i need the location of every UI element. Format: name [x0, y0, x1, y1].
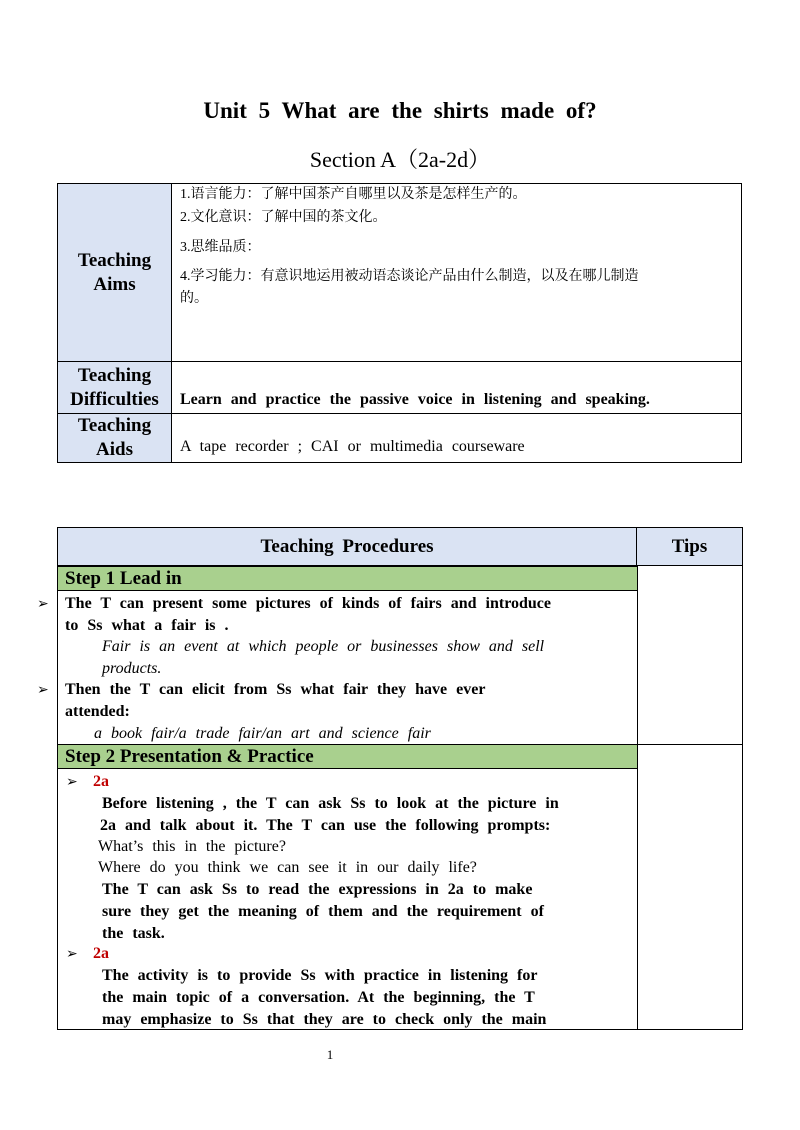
aims-label: Teaching Aims	[58, 184, 172, 361]
aim-item: 4.学习能力：有意识地运用被动语态谈论产品由什么制造，以及在哪儿制造	[180, 269, 639, 284]
procedures-table	[37, 527, 743, 1030]
aids-row	[58, 414, 741, 462]
aim-item: 2.文化意识：了解中国的茶文化。	[180, 210, 387, 225]
document-title: Unit 5 What are the shirts made of?	[203, 98, 597, 123]
step2-text: the main topic of a conversation. At the beginning, the T	[102, 989, 535, 1006]
column-divider	[637, 566, 638, 1029]
step2-text: may emphasize to Ss that they are to check only the main	[102, 1011, 547, 1028]
tips-row-divider	[637, 744, 742, 745]
info-table	[57, 183, 742, 463]
aim-item: 的。	[180, 291, 208, 306]
step2-prompt: Where do you think we can see it in our daily life?	[98, 859, 477, 876]
aims-content	[172, 184, 741, 361]
step1-example1-cont: products.	[102, 660, 162, 677]
arrow-bullet-icon: ➢	[66, 947, 78, 962]
step2-label-2a: 2a	[93, 945, 109, 962]
aids-label: Teaching Aids	[58, 414, 172, 462]
step1-example1: Fair is an event at which people or businesses show and sell	[102, 638, 545, 655]
arrow-bullet-icon: ➢	[37, 683, 49, 698]
step1-point2-cont: attended:	[65, 703, 130, 720]
step1-point1-cont: to Ss what a fair is .	[65, 617, 229, 634]
step2-heading: Step 2 Presentation & Practice	[58, 744, 637, 769]
tips-header-label: Tips	[671, 535, 708, 557]
document-subtitle: Section A（2a-2d）	[309, 147, 491, 172]
step1-point2: Then the T can elicit from Ss what fair they have ever	[65, 681, 486, 698]
arrow-bullet-icon: ➢	[37, 597, 49, 612]
step2-text: Before listening , the T can ask Ss to look at the picture in	[102, 795, 559, 812]
arrow-bullet-icon: ➢	[66, 775, 78, 790]
step2-text: The T can ask Ss to read the expressions in 2a to make	[102, 881, 533, 898]
aids-text: A tape recorder ; CAI or multimedia courseware	[180, 438, 525, 455]
step2-prompt: What’s this in the picture?	[98, 838, 286, 855]
step1-point1: The T can present some pictures of kinds of fairs and introduce	[65, 595, 552, 612]
step2-text: the task.	[102, 925, 165, 942]
step1-heading: Step 1 Lead in	[58, 566, 637, 591]
aim-item: 3.思维品质：	[180, 240, 261, 255]
step1-example2: a book fair/a trade fair/an art and science fair	[94, 725, 431, 742]
aim-item: 1.语言能力：了解中国茶产自哪里以及茶是怎样生产的。	[180, 187, 527, 202]
step2-label-2a: 2a	[93, 773, 109, 790]
step2-text: 2a and talk about it. The T can use the following prompts:	[100, 817, 551, 834]
page-number: 1	[326, 1047, 334, 1062]
step2-text: The activity is to provide Ss with practice in listening for	[102, 967, 538, 984]
aims-row	[58, 184, 741, 362]
difficulties-text: Learn and practice the passive voice in listening and speaking.	[180, 391, 650, 408]
difficulties-label: Teaching Difficulties	[58, 362, 172, 413]
difficulties-row	[58, 362, 741, 414]
procedures-header-label: Teaching Procedures	[58, 528, 637, 565]
procedures-header	[58, 528, 742, 566]
step2-text: sure they get the meaning of them and the requirement of	[102, 903, 544, 920]
